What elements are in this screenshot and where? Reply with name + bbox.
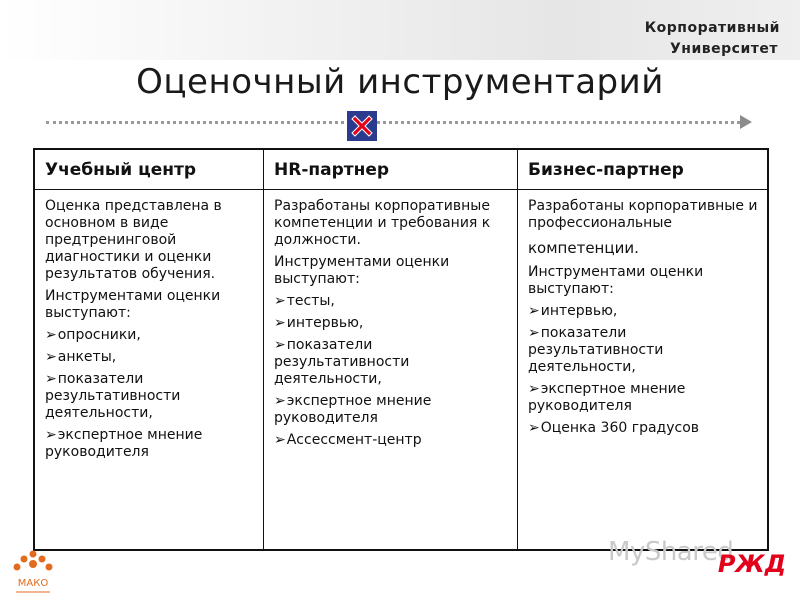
list-item-text: экспертное мнение руководителя	[528, 381, 686, 414]
table-cell-training-center	[35, 190, 264, 549]
checkmark-arrow-icon: ➢	[528, 420, 540, 436]
list-item-text: показатели результативности деятельности,	[45, 371, 181, 421]
cell-paragraph: Инструментами оценки выступают:	[45, 288, 221, 321]
table-header-hr-partner: HR-партнер	[264, 150, 518, 190]
list-item	[45, 427, 255, 461]
list-item-text: показатели результативности деятельности,	[528, 325, 664, 375]
checkmark-arrow-icon: ➢	[274, 432, 286, 448]
list-item-text: анкеты,	[57, 349, 117, 365]
brand-line-1: Корпоративный	[644, 20, 780, 36]
list-item	[274, 432, 509, 449]
list-item-text: показатели результативности деятельности,	[274, 337, 410, 387]
brand-line-2: Университет	[670, 41, 778, 57]
list-item-text: Оценка 360 градусов	[540, 420, 700, 436]
list-item	[528, 325, 759, 376]
checkmark-arrow-icon: ➢	[528, 325, 540, 341]
table-cell-business-partner	[518, 190, 767, 549]
mako-logo-text: МАКО	[17, 578, 49, 589]
list-item-text: Ассессмент-центр	[286, 432, 422, 448]
comparison-table	[33, 148, 769, 551]
list-item	[274, 337, 509, 388]
checkmark-arrow-icon: ➢	[274, 293, 286, 309]
checkmark-arrow-icon: ➢	[528, 303, 540, 319]
cell-paragraph: Оценка представлена в основном в виде предтренинговой диагностики и оценки результатов обучения.	[45, 198, 222, 282]
list-item	[45, 327, 255, 344]
checkmark-arrow-icon: ➢	[528, 381, 540, 397]
list-item	[45, 371, 255, 422]
table-header-business-partner: Бизнес-партнер	[518, 150, 767, 190]
checkmark-arrow-icon: ➢	[45, 327, 57, 343]
timeline-arrow-icon	[740, 115, 752, 129]
rzd-logo-text: РЖД	[717, 550, 787, 578]
rzd-logo	[717, 548, 787, 578]
list-item-text: опросники,	[57, 327, 141, 343]
list-item-text: экспертное мнение руководителя	[45, 427, 203, 460]
cell-paragraph: Разработаны корпоративные и профессиональные	[528, 198, 758, 231]
cell-paragraph: Инструментами оценки выступают:	[528, 264, 704, 297]
checkmark-arrow-icon: ➢	[274, 337, 286, 353]
cell-paragraph: Разработаны корпоративные компетенции и требования к должности.	[274, 198, 491, 248]
list-item	[45, 349, 255, 366]
list-item-text: тесты,	[286, 293, 335, 309]
list-item	[274, 315, 509, 332]
list-item-text: интервью,	[286, 315, 364, 331]
table-cell-hr-partner	[264, 190, 518, 549]
x-mark-icon	[345, 109, 379, 143]
cell-paragraph: Инструментами оценки выступают:	[274, 254, 450, 287]
timeline-dotted-line	[46, 121, 746, 124]
checkmark-arrow-icon: ➢	[45, 349, 57, 365]
checkmark-arrow-icon: ➢	[274, 393, 286, 409]
list-item	[274, 393, 509, 427]
list-item	[528, 303, 759, 320]
list-item-text: экспертное мнение руководителя	[274, 393, 432, 426]
list-item-text: интервью,	[540, 303, 618, 319]
list-item	[274, 293, 509, 310]
checkmark-arrow-icon: ➢	[45, 427, 57, 443]
table-header-training-center: Учебный центр	[35, 150, 264, 190]
page-title: Оценочный инструментарий	[136, 62, 664, 102]
watermark-text: MyShared	[608, 537, 734, 567]
list-item	[528, 381, 759, 415]
checkmark-arrow-icon: ➢	[274, 315, 286, 331]
cell-paragraph: компетенции.	[528, 239, 639, 257]
mako-logo	[6, 548, 60, 596]
checkmark-arrow-icon: ➢	[45, 371, 57, 387]
brand-block	[645, 18, 780, 60]
list-item	[528, 420, 759, 437]
